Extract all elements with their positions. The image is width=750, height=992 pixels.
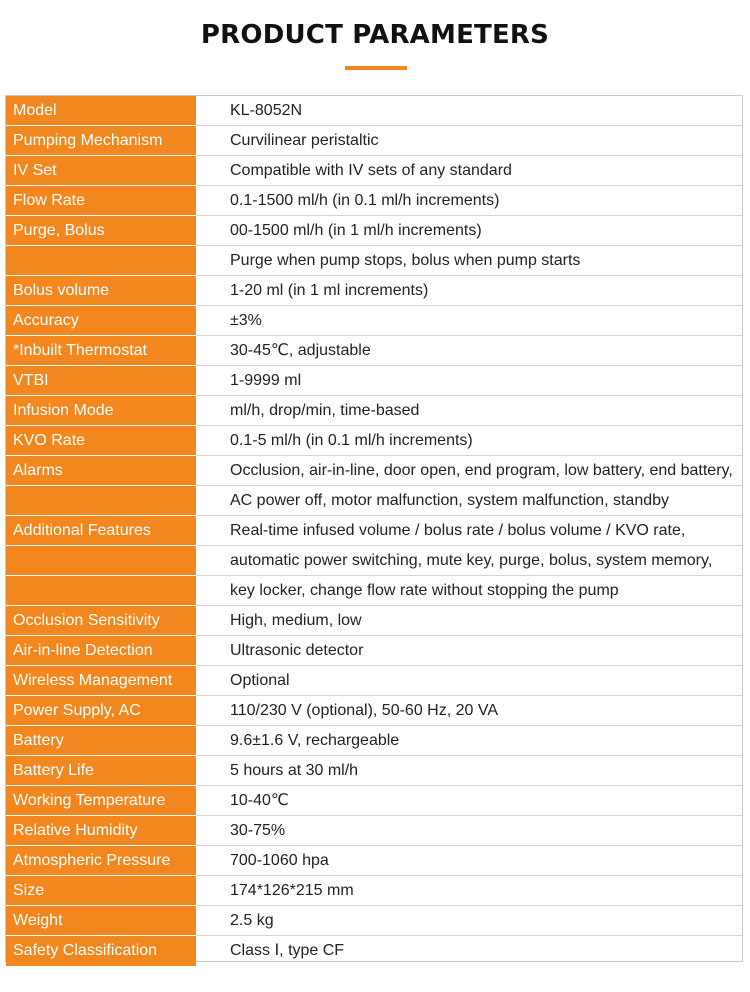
parameter-label: Relative Humidity	[6, 816, 196, 846]
table-row	[6, 246, 742, 276]
table-row	[6, 486, 742, 516]
parameter-value: High, medium, low	[230, 612, 362, 629]
table-row	[6, 816, 742, 846]
parameter-label: Power Supply, AC	[6, 696, 196, 726]
parameter-value: ml/h, drop/min, time-based	[230, 402, 420, 419]
table-row	[6, 606, 742, 636]
parameter-value: 110/230 V (optional), 50-60 Hz, 20 VA	[230, 702, 499, 719]
parameter-value: Real-time infused volume / bolus rate / bolus volume / KVO rate,	[230, 522, 686, 539]
parameter-value: 0.1-1500 ml/h (in 0.1 ml/h increments)	[230, 192, 500, 209]
page-title: PRODUCT PARAMETERS	[200, 20, 550, 50]
parameter-label: Battery	[6, 726, 196, 756]
parameter-value: Purge when pump stops, bolus when pump starts	[230, 252, 581, 269]
table-row	[6, 426, 742, 456]
parameter-label: Wireless Management	[6, 666, 196, 696]
table-row	[6, 786, 742, 816]
parameter-label: Purge, Bolus	[6, 216, 196, 246]
table-row	[6, 276, 742, 306]
parameter-label: Battery Life	[6, 756, 196, 786]
table-row	[6, 906, 742, 936]
parameter-label: Weight	[6, 906, 196, 936]
parameter-label: Air-in-line Detection	[6, 636, 196, 666]
table-row	[6, 516, 742, 546]
parameter-value: Class Ⅰ, type CF	[230, 942, 345, 959]
table-row	[6, 186, 742, 216]
parameter-value: 00-1500 ml/h (in 1 ml/h increments)	[230, 222, 482, 239]
table-row	[6, 756, 742, 786]
parameter-label: KVO Rate	[6, 426, 196, 456]
parameter-label: Model	[6, 96, 196, 126]
parameter-value: 30-45℃, adjustable	[230, 342, 371, 359]
parameter-label: Pumping Mechanism	[6, 126, 196, 156]
parameter-label: Infusion Mode	[6, 396, 196, 426]
table-row	[6, 936, 742, 966]
table-row	[6, 336, 742, 366]
table-row	[6, 96, 742, 126]
table-row	[6, 876, 742, 906]
parameter-label: IV Set	[6, 156, 196, 186]
table-row	[6, 696, 742, 726]
table-row	[6, 366, 742, 396]
parameter-label	[6, 576, 196, 606]
table-row	[6, 156, 742, 186]
parameter-value: 0.1-5 ml/h (in 0.1 ml/h increments)	[230, 432, 473, 449]
parameter-label: Alarms	[6, 456, 196, 486]
parameter-value: KL-8052N	[230, 102, 303, 119]
parameter-value: Occlusion, air-in-line, door open, end program, low battery, end battery,	[230, 462, 733, 479]
parameter-label: Safety Classification	[6, 936, 196, 966]
parameter-value: Ultrasonic detector	[230, 642, 364, 659]
title-underline	[345, 66, 407, 70]
parameter-label: Atmospheric Pressure	[6, 846, 196, 876]
table-row	[6, 126, 742, 156]
parameter-value: automatic power switching, mute key, purge, bolus, system memory,	[230, 552, 713, 569]
page-header	[0, 0, 750, 96]
table-row	[6, 726, 742, 756]
parameter-value: 30-75%	[230, 822, 286, 839]
parameter-value: Compatible with IV sets of any standard	[230, 162, 512, 179]
parameter-label	[6, 246, 196, 276]
table-row	[6, 396, 742, 426]
parameter-label: Size	[6, 876, 196, 906]
table-row	[6, 216, 742, 246]
parameter-value: key locker, change flow rate without stopping the pump	[230, 582, 619, 599]
table-row	[6, 306, 742, 336]
parameter-label: Additional Features	[6, 516, 196, 546]
parameter-label: VTBI	[6, 366, 196, 396]
parameter-value: 2.5 kg	[230, 912, 274, 929]
table-row	[6, 456, 742, 486]
parameter-label: Flow Rate	[6, 186, 196, 216]
parameter-value: AC power off, motor malfunction, system malfunction, standby	[230, 492, 670, 509]
parameter-label	[6, 546, 196, 576]
parameter-value: 174*126*215 mm	[230, 882, 354, 899]
parameter-label: Accuracy	[6, 306, 196, 336]
parameter-value: Curvilinear peristaltic	[230, 132, 379, 149]
parameter-value: ±3%	[230, 312, 262, 329]
parameter-value: 10-40℃	[230, 792, 289, 809]
parameter-value: Optional	[230, 672, 290, 689]
table-row	[6, 576, 742, 606]
parameter-value: 5 hours at 30 ml/h	[230, 762, 359, 779]
table-row	[6, 636, 742, 666]
parameter-value: 1-20 ml (in 1 ml increments)	[230, 282, 429, 299]
parameter-label: Bolus volume	[6, 276, 196, 306]
table-row	[6, 546, 742, 576]
parameters-table	[5, 95, 743, 962]
table-row	[6, 666, 742, 696]
parameter-label: *Inbuilt Thermostat	[6, 336, 196, 366]
table-row	[6, 846, 742, 876]
parameter-label: Occlusion Sensitivity	[6, 606, 196, 636]
parameter-value: 9.6±1.6 V, rechargeable	[230, 732, 400, 749]
parameter-label: Working Temperature	[6, 786, 196, 816]
parameter-value: 1-9999 ml	[230, 372, 302, 389]
parameter-value: 700-1060 hpa	[230, 852, 329, 869]
parameter-label	[6, 486, 196, 516]
